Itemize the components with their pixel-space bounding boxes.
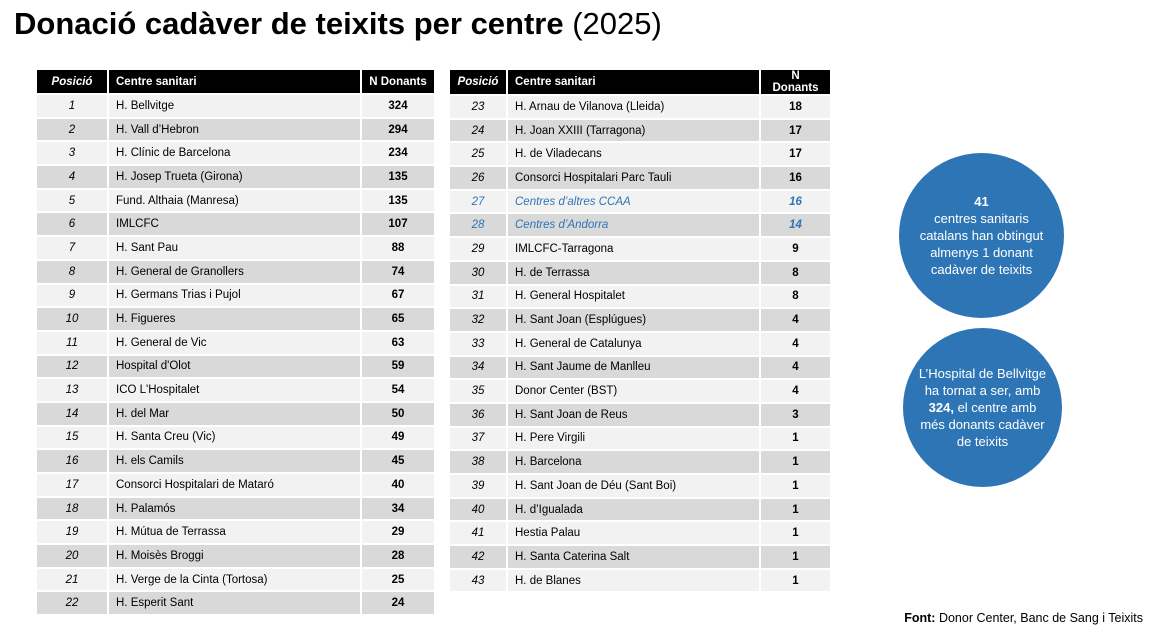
cell-pos: 40 bbox=[450, 499, 506, 521]
column-header-centre: Centre sanitari bbox=[107, 70, 360, 93]
table-row bbox=[37, 119, 434, 141]
cell-n: 1 bbox=[759, 546, 830, 568]
column-header-donors: N Donants bbox=[360, 70, 434, 93]
table-row bbox=[37, 403, 434, 425]
table-row bbox=[450, 380, 830, 402]
cell-n: 16 bbox=[759, 167, 830, 189]
table-row bbox=[37, 332, 434, 354]
cell-pos: 21 bbox=[37, 569, 107, 591]
cell-pos: 26 bbox=[450, 167, 506, 189]
cell-centre: H. Moisès Broggi bbox=[107, 545, 360, 567]
cell-centre: H. Figueres bbox=[107, 308, 360, 330]
source-label: Font: bbox=[904, 611, 936, 625]
table-row bbox=[450, 167, 830, 189]
cell-n: 4 bbox=[759, 333, 830, 355]
cell-pos: 41 bbox=[450, 522, 506, 544]
cell-centre: H. Palamós bbox=[107, 498, 360, 520]
cell-pos: 20 bbox=[37, 545, 107, 567]
cell-pos: 39 bbox=[450, 475, 506, 497]
cell-pos: 12 bbox=[37, 356, 107, 378]
table-row bbox=[450, 475, 830, 497]
cell-centre: H. Joan XXIII (Tarragona) bbox=[506, 120, 759, 142]
cell-n: 3 bbox=[759, 404, 830, 426]
cell-centre: Centres d’Andorra bbox=[506, 214, 759, 236]
ranking-table-right bbox=[450, 68, 830, 593]
cell-pos: 35 bbox=[450, 380, 506, 402]
table-row bbox=[450, 262, 830, 284]
table-row bbox=[37, 285, 434, 307]
table-row bbox=[37, 545, 434, 567]
table-row bbox=[37, 592, 434, 614]
table-row bbox=[37, 261, 434, 283]
table-row bbox=[450, 286, 830, 308]
table-row bbox=[450, 120, 830, 142]
column-header-position: Posició bbox=[37, 70, 107, 93]
cell-n: 1 bbox=[759, 499, 830, 521]
cell-n: 135 bbox=[360, 166, 434, 188]
cell-centre: H. Josep Trueta (Girona) bbox=[107, 166, 360, 188]
cell-n: 16 bbox=[759, 191, 830, 213]
cell-pos: 43 bbox=[450, 570, 506, 592]
table-row bbox=[450, 522, 830, 544]
cell-centre: Hospital d'Olot bbox=[107, 356, 360, 378]
cell-pos: 6 bbox=[37, 213, 107, 235]
table-row bbox=[450, 451, 830, 473]
table-row bbox=[37, 213, 434, 235]
cell-pos: 33 bbox=[450, 333, 506, 355]
cell-n: 9 bbox=[759, 238, 830, 260]
table-row bbox=[37, 379, 434, 401]
table-row bbox=[37, 569, 434, 591]
cell-pos: 5 bbox=[37, 190, 107, 212]
cell-n: 17 bbox=[759, 120, 830, 142]
callout-circle-top-centre bbox=[903, 328, 1062, 487]
cell-pos: 22 bbox=[37, 592, 107, 614]
cell-n: 8 bbox=[759, 286, 830, 308]
column-header-centre: Centre sanitari bbox=[506, 70, 759, 94]
cell-n: 45 bbox=[360, 450, 434, 472]
cell-centre: H. Germans Trias i Pujol bbox=[107, 285, 360, 307]
table-row bbox=[450, 546, 830, 568]
cell-centre: H. General Hospitalet bbox=[506, 286, 759, 308]
cell-centre: H. Clínic de Barcelona bbox=[107, 142, 360, 164]
cell-n: 29 bbox=[360, 521, 434, 543]
cell-centre: Donor Center (BST) bbox=[506, 380, 759, 402]
cell-n: 324 bbox=[360, 95, 434, 117]
callout-text bbox=[911, 193, 1052, 279]
table-row bbox=[450, 499, 830, 521]
cell-n: 1 bbox=[759, 451, 830, 473]
cell-centre: H. Mútua de Terrassa bbox=[107, 521, 360, 543]
cell-centre: H. Pere Virgili bbox=[506, 428, 759, 450]
cell-n: 8 bbox=[759, 262, 830, 284]
cell-n: 88 bbox=[360, 237, 434, 259]
table-row bbox=[37, 308, 434, 330]
table-row bbox=[450, 309, 830, 331]
cell-centre: H. Santa Caterina Salt bbox=[506, 546, 759, 568]
cell-centre: H. General de Vic bbox=[107, 332, 360, 354]
cell-pos: 16 bbox=[37, 450, 107, 472]
callout-body: centres sanitaris catalans han obtingut almenys 1 donant cadàver de teixits bbox=[919, 210, 1044, 278]
cell-centre: Centres d’altres CCAA bbox=[506, 191, 759, 213]
cell-centre: H. Vall d’Hebron bbox=[107, 119, 360, 141]
table-row bbox=[37, 190, 434, 212]
table-row bbox=[450, 143, 830, 165]
cell-n: 25 bbox=[360, 569, 434, 591]
cell-n: 1 bbox=[759, 475, 830, 497]
cell-centre: Fund. Althaia (Manresa) bbox=[107, 190, 360, 212]
cell-pos: 18 bbox=[37, 498, 107, 520]
cell-pos: 32 bbox=[450, 309, 506, 331]
cell-centre: H. d’Igualada bbox=[506, 499, 759, 521]
cell-n: 59 bbox=[360, 356, 434, 378]
source-text: Donor Center, Banc de Sang i Teixits bbox=[935, 611, 1143, 625]
table-row bbox=[37, 166, 434, 188]
cell-pos: 25 bbox=[450, 143, 506, 165]
cell-n: 34 bbox=[360, 498, 434, 520]
cell-pos: 8 bbox=[37, 261, 107, 283]
cell-pos: 10 bbox=[37, 308, 107, 330]
cell-pos: 19 bbox=[37, 521, 107, 543]
cell-pos: 9 bbox=[37, 285, 107, 307]
cell-pos: 23 bbox=[450, 96, 506, 118]
cell-n: 67 bbox=[360, 285, 434, 307]
cell-pos: 17 bbox=[37, 474, 107, 496]
cell-centre: ICO L'Hospitalet bbox=[107, 379, 360, 401]
cell-n: 4 bbox=[759, 309, 830, 331]
table-row bbox=[37, 450, 434, 472]
cell-centre: H. del Mar bbox=[107, 403, 360, 425]
cell-n: 18 bbox=[759, 96, 830, 118]
table-row bbox=[37, 521, 434, 543]
cell-pos: 13 bbox=[37, 379, 107, 401]
callout-number: 324, bbox=[928, 399, 954, 415]
cell-pos: 15 bbox=[37, 427, 107, 449]
cell-n: 63 bbox=[360, 332, 434, 354]
cell-pos: 24 bbox=[450, 120, 506, 142]
cell-n: 1 bbox=[759, 570, 830, 592]
cell-centre: H. Sant Joan de Déu (Sant Boi) bbox=[506, 475, 759, 497]
callout-number: 41 bbox=[974, 193, 989, 209]
cell-pos: 3 bbox=[37, 142, 107, 164]
callout-circle-total-centres bbox=[899, 153, 1064, 318]
table-row bbox=[37, 498, 434, 520]
callout-text bbox=[915, 365, 1050, 451]
cell-pos: 36 bbox=[450, 404, 506, 426]
table-row bbox=[37, 427, 434, 449]
cell-n: 65 bbox=[360, 308, 434, 330]
cell-centre: Hestia Palau bbox=[506, 522, 759, 544]
table-row bbox=[450, 214, 830, 236]
cell-pos: 31 bbox=[450, 286, 506, 308]
cell-centre: H. General de Granollers bbox=[107, 261, 360, 283]
cell-centre: H. Barcelona bbox=[506, 451, 759, 473]
cell-pos: 11 bbox=[37, 332, 107, 354]
table-row bbox=[450, 96, 830, 118]
cell-n: 74 bbox=[360, 261, 434, 283]
cell-centre: H. els Camils bbox=[107, 450, 360, 472]
cell-centre: IMLCFC-Tarragona bbox=[506, 238, 759, 260]
table-row bbox=[450, 191, 830, 213]
table-row bbox=[450, 357, 830, 379]
cell-centre: H. General de Catalunya bbox=[506, 333, 759, 355]
callout-body-before: L’Hospital de Bellvitge ha tornat a ser, amb bbox=[918, 365, 1047, 398]
cell-pos: 1 bbox=[37, 95, 107, 117]
cell-centre: H. de Terrassa bbox=[506, 262, 759, 284]
cell-pos: 28 bbox=[450, 214, 506, 236]
page-title-year: (2025) bbox=[563, 6, 662, 41]
cell-n: 28 bbox=[360, 545, 434, 567]
cell-centre: H. Esperit Sant bbox=[107, 592, 360, 614]
cell-n: 4 bbox=[759, 357, 830, 379]
cell-centre: H. Sant Pau bbox=[107, 237, 360, 259]
cell-pos: 4 bbox=[37, 166, 107, 188]
table-row bbox=[450, 333, 830, 355]
cell-n: 4 bbox=[759, 380, 830, 402]
cell-centre: H. Verge de la Cinta (Tortosa) bbox=[107, 569, 360, 591]
cell-pos: 42 bbox=[450, 546, 506, 568]
cell-centre: H. Santa Creu (Vic) bbox=[107, 427, 360, 449]
cell-centre: H. de Viladecans bbox=[506, 143, 759, 165]
cell-n: 294 bbox=[360, 119, 434, 141]
source-footer bbox=[904, 611, 1143, 625]
column-header-donors: N Donants bbox=[759, 70, 830, 94]
table-row bbox=[37, 474, 434, 496]
callout-body-after: el centre amb més donants cadàver de teixits bbox=[920, 399, 1045, 450]
page-title bbox=[14, 6, 662, 42]
cell-pos: 30 bbox=[450, 262, 506, 284]
cell-centre: H. de Blanes bbox=[506, 570, 759, 592]
table-header-row bbox=[450, 70, 830, 94]
cell-n: 135 bbox=[360, 190, 434, 212]
cell-n: 1 bbox=[759, 428, 830, 450]
table-row bbox=[37, 95, 434, 117]
cell-n: 49 bbox=[360, 427, 434, 449]
cell-pos: 38 bbox=[450, 451, 506, 473]
ranking-table-left bbox=[37, 68, 434, 616]
cell-n: 107 bbox=[360, 213, 434, 235]
cell-pos: 29 bbox=[450, 238, 506, 260]
table-header-row bbox=[37, 70, 434, 93]
cell-pos: 34 bbox=[450, 357, 506, 379]
cell-pos: 7 bbox=[37, 237, 107, 259]
table-row bbox=[450, 570, 830, 592]
table-row bbox=[450, 404, 830, 426]
cell-n: 1 bbox=[759, 522, 830, 544]
cell-centre: Consorci Hospitalari Parc Tauli bbox=[506, 167, 759, 189]
cell-centre: H. Sant Jaume de Manlleu bbox=[506, 357, 759, 379]
cell-centre: H. Sant Joan de Reus bbox=[506, 404, 759, 426]
cell-pos: 14 bbox=[37, 403, 107, 425]
cell-pos: 37 bbox=[450, 428, 506, 450]
page-title-main: Donació cadàver de teixits per centre bbox=[14, 6, 564, 41]
cell-centre: IMLCFC bbox=[107, 213, 360, 235]
table-row bbox=[37, 356, 434, 378]
cell-n: 50 bbox=[360, 403, 434, 425]
cell-n: 17 bbox=[759, 143, 830, 165]
table-row bbox=[450, 238, 830, 260]
cell-n: 40 bbox=[360, 474, 434, 496]
cell-n: 24 bbox=[360, 592, 434, 614]
cell-centre: H. Bellvitge bbox=[107, 95, 360, 117]
cell-centre: Consorci Hospitalari de Mataró bbox=[107, 474, 360, 496]
cell-n: 14 bbox=[759, 214, 830, 236]
cell-n: 234 bbox=[360, 142, 434, 164]
table-row bbox=[37, 237, 434, 259]
column-header-position: Posició bbox=[450, 70, 506, 94]
cell-centre: H. Sant Joan (Esplúgues) bbox=[506, 309, 759, 331]
cell-n: 54 bbox=[360, 379, 434, 401]
cell-pos: 2 bbox=[37, 119, 107, 141]
table-row bbox=[37, 142, 434, 164]
cell-pos: 27 bbox=[450, 191, 506, 213]
table-row bbox=[450, 428, 830, 450]
cell-centre: H. Arnau de Vilanova (Lleida) bbox=[506, 96, 759, 118]
